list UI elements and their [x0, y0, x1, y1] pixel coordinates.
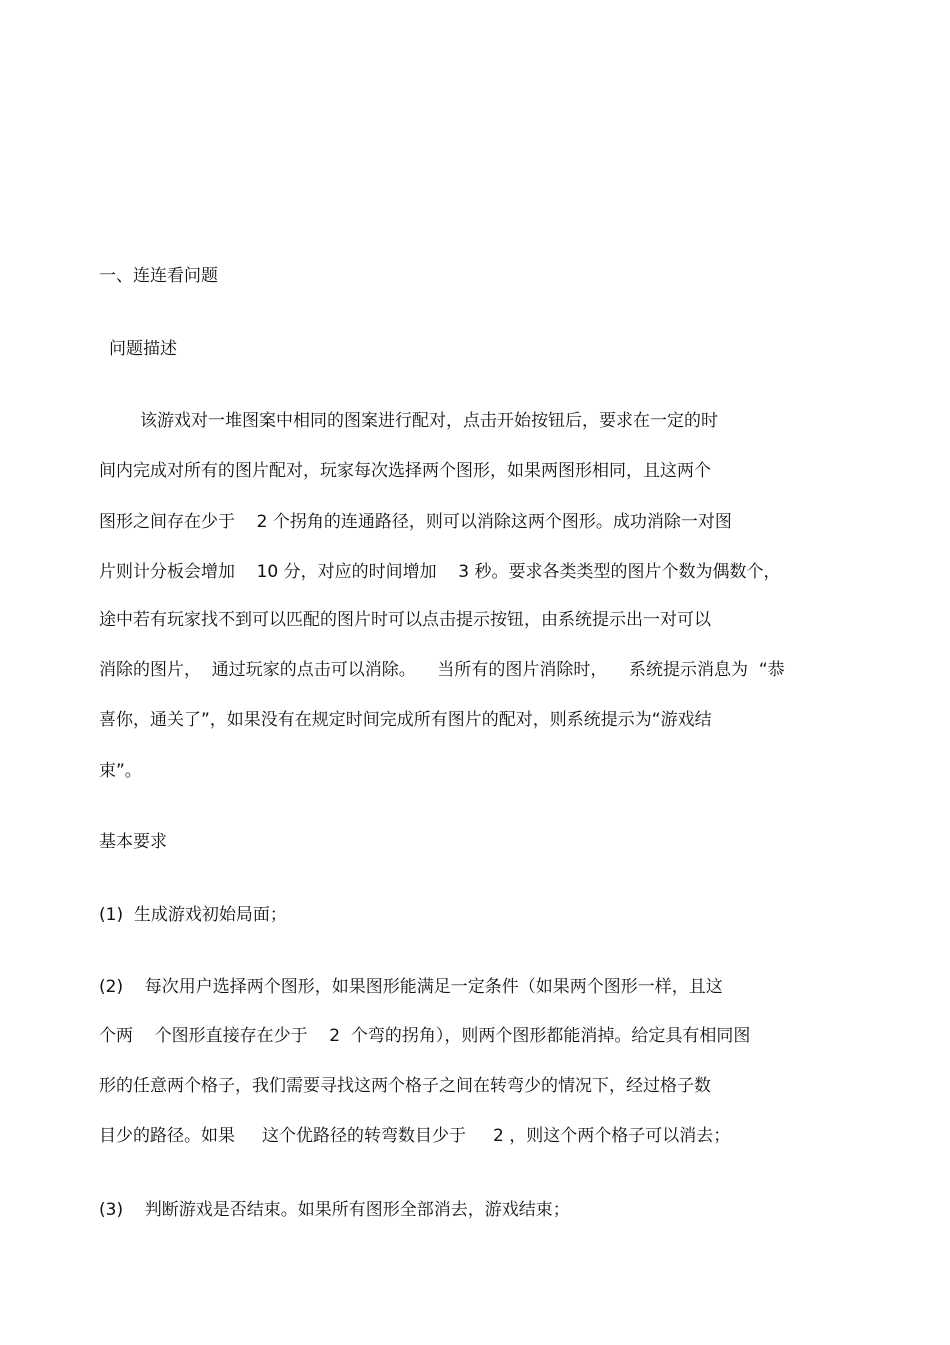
paragraph-line: 途中若有玩家找不到可以匹配的图片时可以点击提示按钮，由系统提示出一对可以 — [99, 610, 711, 630]
paragraph-line: 间内完成对所有的图片配对，玩家每次选择两个图形，如果两图形相同，且这两个 — [99, 461, 711, 481]
paragraph-line: 个两 个图形直接存在少于 2 个弯的拐角），则两个图形都能消掉。给定具有相同图 — [99, 1026, 751, 1046]
paragraph-line: 形的任意两个格子，我们需要寻找这两个格子之间在转弯少的情况下，经过格子数 — [99, 1076, 711, 1096]
paragraph-line: 目少的路径。如果 这个优路径的转弯数目少于 2 ，则这个两个格子可以消去； — [99, 1126, 731, 1146]
paragraph-line: 片则计分板会增加 10 分，对应的时间增加 3 秒。要求各类类型的图片个数为偶数个， — [99, 562, 781, 582]
paragraph-line: 消除的图片， 通过玩家的点击可以消除。 当所有的图片消除时， 系统提示消息为 “恭 — [99, 660, 785, 680]
paragraph-line: 该游戏对一堆图案中相同的图案进行配对，点击开始按钮后，要求在一定的时 — [140, 411, 718, 431]
subheading-problem-description: 问题描述 — [109, 339, 177, 359]
subheading-basic-requirements: 基本要求 — [99, 832, 167, 852]
section-heading: 一、连连看问题 — [99, 266, 218, 286]
paragraph-line: (2) 每次用户选择两个图形，如果图形能满足一定条件（如果两个图形一样，且这 — [99, 977, 723, 997]
requirement-item-3: (3) 判断游戏是否结束。如果所有图形全部消去，游戏结束； — [99, 1200, 570, 1220]
paragraph-line: 束”。 — [99, 761, 142, 781]
paragraph-line: 喜你，通关了”，如果没有在规定时间完成所有图片的配对，则系统提示为“游戏结 — [99, 710, 712, 730]
requirement-item-1: (1) 生成游戏初始局面； — [99, 905, 287, 925]
paragraph-line: 图形之间存在少于 2 个拐角的连通路径，则可以消除这两个图形。成功消除一对图 — [99, 512, 732, 532]
